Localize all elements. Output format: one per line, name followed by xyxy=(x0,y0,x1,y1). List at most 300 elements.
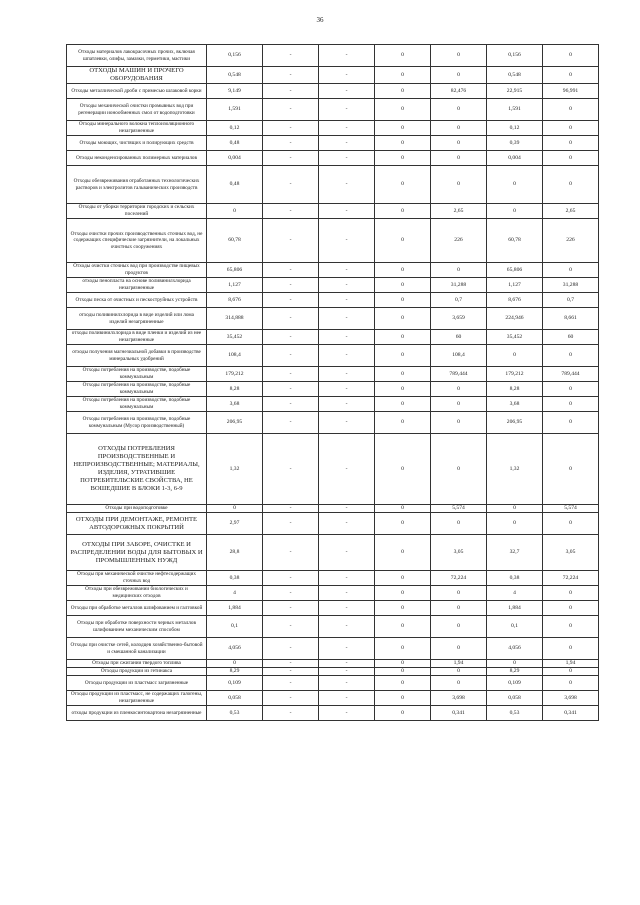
waste-type-cell: Отходы песка от очистных и пескоструйных устройств xyxy=(67,293,207,308)
value-cell: 1,127 xyxy=(207,278,263,293)
value-cell: - xyxy=(263,263,319,278)
value-cell: 0 xyxy=(543,676,599,691)
value-cell: 0 xyxy=(375,535,431,571)
value-cell: 0 xyxy=(375,616,431,638)
value-cell: 9,149 xyxy=(207,84,263,99)
value-cell: 3,05 xyxy=(543,535,599,571)
value-cell: 0 xyxy=(375,505,431,513)
value-cell: - xyxy=(319,293,375,308)
waste-type-cell: Отходы продукции из гетинакса xyxy=(67,668,207,676)
value-cell: 0,548 xyxy=(487,67,543,84)
table-row xyxy=(67,505,599,513)
value-cell: 60 xyxy=(431,330,487,345)
value-cell: 0 xyxy=(431,45,487,67)
value-cell: 1,94 xyxy=(543,660,599,668)
table-row xyxy=(67,513,599,535)
value-cell: 226 xyxy=(543,219,599,263)
value-cell: 0 xyxy=(375,638,431,660)
value-cell: 0 xyxy=(375,121,431,136)
value-cell: - xyxy=(319,638,375,660)
value-cell: - xyxy=(319,278,375,293)
value-cell: 0 xyxy=(375,397,431,412)
value-cell: 0,48 xyxy=(207,166,263,204)
value-cell: - xyxy=(319,84,375,99)
value-cell: 0,38 xyxy=(487,571,543,586)
value-cell: 82,476 xyxy=(431,84,487,99)
value-cell: - xyxy=(319,397,375,412)
value-cell: - xyxy=(319,601,375,616)
table-row xyxy=(67,412,599,434)
value-cell: 0,109 xyxy=(207,676,263,691)
value-cell: - xyxy=(263,412,319,434)
value-cell: 0 xyxy=(375,99,431,121)
value-cell: 0 xyxy=(487,345,543,367)
value-cell: - xyxy=(263,45,319,67)
value-cell: - xyxy=(263,616,319,638)
value-cell: - xyxy=(319,151,375,166)
value-cell: 0 xyxy=(375,45,431,67)
value-cell: 72,224 xyxy=(543,571,599,586)
waste-type-cell: Отходы при водоподготовке xyxy=(67,505,207,513)
value-cell: 8,29 xyxy=(207,668,263,676)
table-row xyxy=(67,434,599,505)
waste-type-cell: Отходы очистки сточных вод при производстве пищевых продуктов xyxy=(67,263,207,278)
value-cell: - xyxy=(263,397,319,412)
value-cell: 2,97 xyxy=(207,513,263,535)
value-cell: 0 xyxy=(543,412,599,434)
value-cell: 2,65 xyxy=(543,204,599,219)
value-cell: - xyxy=(263,601,319,616)
value-cell: - xyxy=(263,99,319,121)
value-cell: - xyxy=(319,691,375,706)
value-cell: 0 xyxy=(431,99,487,121)
value-cell: 226 xyxy=(431,219,487,263)
value-cell: 0,004 xyxy=(207,151,263,166)
table-row xyxy=(67,601,599,616)
table-row xyxy=(67,691,599,706)
value-cell: - xyxy=(319,330,375,345)
value-cell: 0 xyxy=(431,638,487,660)
value-cell: 0 xyxy=(375,412,431,434)
value-cell: 0 xyxy=(431,263,487,278)
waste-type-cell: ОТХОДЫ ПОТРЕБЛЕНИЯ ПРОИЗВОДСТВЕННЫЕ И НЕПРОИЗВОДСТВЕННЫЕ; МАТЕРИАЛЫ, ИЗДЕЛИЯ, УТРАТИВШИЕ ПОТРЕБИТЕЛЬСКИЕ СВОЙСТВА, НЕ ВОШЕДШИЕ В БЛОКИ 1-3, 6-9 xyxy=(67,434,207,505)
value-cell: - xyxy=(263,691,319,706)
value-cell: 8,676 xyxy=(207,293,263,308)
value-cell: 0 xyxy=(375,166,431,204)
waste-table xyxy=(66,44,599,721)
value-cell: - xyxy=(319,676,375,691)
table-row xyxy=(67,263,599,278)
value-cell: 0 xyxy=(431,397,487,412)
table-row xyxy=(67,345,599,367)
value-cell: 0,058 xyxy=(487,691,543,706)
value-cell: 0 xyxy=(375,204,431,219)
table-row xyxy=(67,397,599,412)
value-cell: - xyxy=(263,513,319,535)
waste-type-cell: Отходы очистки прочих производственных сточных вод, не содержащих специфические загрязнители, на локальных очистных сооружениях xyxy=(67,219,207,263)
value-cell: 4 xyxy=(207,586,263,601)
waste-type-cell: отходы поливинилхлорида в виде изделий или лома изделий незагрязненные xyxy=(67,308,207,330)
page-number: 36 xyxy=(316,16,324,24)
value-cell: 0 xyxy=(543,99,599,121)
value-cell: 60 xyxy=(543,330,599,345)
value-cell: 0 xyxy=(375,136,431,151)
value-cell: 8,28 xyxy=(487,382,543,397)
value-cell: - xyxy=(319,706,375,721)
value-cell: 224,946 xyxy=(487,308,543,330)
value-cell: 0 xyxy=(487,660,543,668)
value-cell: 0 xyxy=(375,219,431,263)
waste-type-cell: Отходы при механической очистке нефтесодержащих сточных вод xyxy=(67,571,207,586)
value-cell: 2,65 xyxy=(431,204,487,219)
value-cell: - xyxy=(263,219,319,263)
value-cell: - xyxy=(263,121,319,136)
value-cell: 0 xyxy=(375,345,431,367)
value-cell: 0 xyxy=(431,151,487,166)
waste-type-cell: Отходы при обработке металлов шлифованием и галтовкой xyxy=(67,601,207,616)
value-cell: 1,32 xyxy=(207,434,263,505)
table-row xyxy=(67,676,599,691)
value-cell: - xyxy=(263,204,319,219)
table-row xyxy=(67,151,599,166)
value-cell: 0 xyxy=(543,513,599,535)
waste-type-cell: Отходы материалов лакокрасочных прочих, включая шпатлевки, олифы, замазки, герметики, мастики xyxy=(67,45,207,67)
value-cell: 3,68 xyxy=(487,397,543,412)
waste-type-cell: Отходы потребления на производстве, подобные коммунальным xyxy=(67,397,207,412)
value-cell: - xyxy=(319,513,375,535)
table-row xyxy=(67,586,599,601)
value-cell: 0 xyxy=(543,45,599,67)
table-row xyxy=(67,45,599,67)
table-row xyxy=(67,668,599,676)
value-cell: 108,4 xyxy=(431,345,487,367)
value-cell: 65,806 xyxy=(207,263,263,278)
value-cell: 0 xyxy=(543,382,599,397)
value-cell: 0 xyxy=(375,278,431,293)
value-cell: 0,004 xyxy=(487,151,543,166)
value-cell: - xyxy=(263,293,319,308)
value-cell: 35,452 xyxy=(487,330,543,345)
value-cell: 4,056 xyxy=(207,638,263,660)
table-row xyxy=(67,278,599,293)
waste-type-cell: Отходы металлической дроби с примесью шлаковой корки xyxy=(67,84,207,99)
table-row xyxy=(67,67,599,84)
waste-type-cell: ОТХОДЫ МАШИН И ПРОЧЕГО ОБОРУДОВАНИЯ xyxy=(67,67,207,84)
value-cell: 0 xyxy=(543,151,599,166)
value-cell: 314,888 xyxy=(207,308,263,330)
value-cell: 0 xyxy=(375,513,431,535)
value-cell: 1,884 xyxy=(487,601,543,616)
value-cell: - xyxy=(319,571,375,586)
value-cell: 1,591 xyxy=(487,99,543,121)
value-cell: - xyxy=(263,136,319,151)
value-cell: 3,698 xyxy=(431,691,487,706)
value-cell: 0,53 xyxy=(207,706,263,721)
value-cell: - xyxy=(263,571,319,586)
table-row xyxy=(67,571,599,586)
waste-type-cell: Отходы при обработке поверхности черных металлов шлифованием механическим способом xyxy=(67,616,207,638)
table-row xyxy=(67,84,599,99)
value-cell: 1,94 xyxy=(431,660,487,668)
value-cell: - xyxy=(263,151,319,166)
value-cell: 0 xyxy=(543,121,599,136)
value-cell: 0 xyxy=(431,676,487,691)
value-cell: 0 xyxy=(487,166,543,204)
value-cell: 0 xyxy=(375,67,431,84)
value-cell: - xyxy=(263,166,319,204)
waste-type-cell: отходы продукции из пленкосинтокартона незагрязненные xyxy=(67,706,207,721)
waste-type-cell: ОТХОДЫ ПРИ ДЕМОНТАЖЕ, РЕМОНТЕ АВТОДОРОЖНЫХ ПОКРЫТИЙ xyxy=(67,513,207,535)
value-cell: - xyxy=(319,412,375,434)
value-cell: 0,109 xyxy=(487,676,543,691)
table-row xyxy=(67,136,599,151)
table-row xyxy=(67,293,599,308)
value-cell: 1,591 xyxy=(207,99,263,121)
value-cell: 72,224 xyxy=(431,571,487,586)
value-cell: - xyxy=(319,367,375,382)
value-cell: 31,288 xyxy=(543,278,599,293)
value-cell: 0 xyxy=(207,204,263,219)
value-cell: 22,915 xyxy=(487,84,543,99)
value-cell: 0,12 xyxy=(487,121,543,136)
table-row xyxy=(67,367,599,382)
value-cell: 0 xyxy=(431,513,487,535)
value-cell: - xyxy=(319,121,375,136)
value-cell: 3,05 xyxy=(431,535,487,571)
value-cell: - xyxy=(263,586,319,601)
waste-type-cell: Отходы продукции из пластмасс, не содержащих галогены, незагрязненные xyxy=(67,691,207,706)
value-cell: 0,7 xyxy=(543,293,599,308)
value-cell: 8,28 xyxy=(207,382,263,397)
value-cell: - xyxy=(263,505,319,513)
value-cell: - xyxy=(263,434,319,505)
value-cell: 179,212 xyxy=(207,367,263,382)
value-cell: - xyxy=(319,136,375,151)
value-cell: 0 xyxy=(543,434,599,505)
value-cell: 0 xyxy=(375,263,431,278)
value-cell: 0 xyxy=(431,586,487,601)
value-cell: 32,7 xyxy=(487,535,543,571)
waste-type-cell: Отходы неконденсированных полимерных материалов xyxy=(67,151,207,166)
value-cell: 0 xyxy=(543,166,599,204)
waste-type-cell: Отходы механической очистки промывных вод при регенерации ионообменных смол от водоподготовки xyxy=(67,99,207,121)
value-cell: 0 xyxy=(543,638,599,660)
value-cell: 60,78 xyxy=(487,219,543,263)
value-cell: 65,806 xyxy=(487,263,543,278)
value-cell: 5,574 xyxy=(431,505,487,513)
value-cell: 0 xyxy=(375,434,431,505)
value-cell: 0 xyxy=(375,706,431,721)
value-cell: 789,444 xyxy=(431,367,487,382)
value-cell: 0,1 xyxy=(487,616,543,638)
value-cell: - xyxy=(319,535,375,571)
table-row xyxy=(67,616,599,638)
value-cell: 0 xyxy=(431,616,487,638)
value-cell: 789,444 xyxy=(543,367,599,382)
waste-type-cell: Отходы при очистке сетей, колодцев хозяйственно-бытовой и смешанной канализации xyxy=(67,638,207,660)
waste-type-cell: Отходы продукции из пластмасс загрязненные xyxy=(67,676,207,691)
value-cell: - xyxy=(263,67,319,84)
value-cell: - xyxy=(319,45,375,67)
value-cell: 0 xyxy=(543,263,599,278)
value-cell: 0 xyxy=(431,412,487,434)
value-cell: - xyxy=(263,278,319,293)
value-cell: 3,68 xyxy=(207,397,263,412)
value-cell: 0 xyxy=(487,505,543,513)
value-cell: 0 xyxy=(431,668,487,676)
value-cell: 0,38 xyxy=(207,571,263,586)
table-row xyxy=(67,219,599,263)
value-cell: 0 xyxy=(375,151,431,166)
waste-type-cell: отходы получения магнезиальной добавки в производстве минеральных удобрений xyxy=(67,345,207,367)
value-cell: - xyxy=(319,586,375,601)
value-cell: 0 xyxy=(207,660,263,668)
value-cell: 0,7 xyxy=(431,293,487,308)
value-cell: - xyxy=(319,219,375,263)
value-cell: 0 xyxy=(543,67,599,84)
value-cell: 0 xyxy=(375,571,431,586)
value-cell: - xyxy=(263,638,319,660)
value-cell: - xyxy=(263,84,319,99)
value-cell: 3,659 xyxy=(431,308,487,330)
value-cell: 0 xyxy=(375,668,431,676)
value-cell: - xyxy=(263,535,319,571)
value-cell: 0,156 xyxy=(207,45,263,67)
value-cell: 0,548 xyxy=(207,67,263,84)
value-cell: 0,341 xyxy=(431,706,487,721)
waste-type-cell: Отходы обезвреживания отработанных технологических растворов и электролитов гальванических производств xyxy=(67,166,207,204)
value-cell: 0 xyxy=(543,136,599,151)
value-cell: - xyxy=(263,706,319,721)
value-cell: 0,53 xyxy=(487,706,543,721)
table-row xyxy=(67,330,599,345)
value-cell: 0,39 xyxy=(487,136,543,151)
value-cell: 0 xyxy=(543,668,599,676)
value-cell: 8,661 xyxy=(543,308,599,330)
value-cell: 3,698 xyxy=(543,691,599,706)
table-row xyxy=(67,535,599,571)
value-cell: 0 xyxy=(375,308,431,330)
value-cell: 0 xyxy=(375,84,431,99)
value-cell: 0 xyxy=(431,121,487,136)
waste-type-cell: отходы поливинилхлорида в виде пленки и изделий из нее незагрязненные xyxy=(67,330,207,345)
table-row xyxy=(67,638,599,660)
value-cell: 108,4 xyxy=(207,345,263,367)
value-cell: 0,156 xyxy=(487,45,543,67)
value-cell: 31,288 xyxy=(431,278,487,293)
value-cell: 0,1 xyxy=(207,616,263,638)
value-cell: 0 xyxy=(487,513,543,535)
value-cell: 206,95 xyxy=(207,412,263,434)
value-cell: - xyxy=(263,308,319,330)
value-cell: 0 xyxy=(375,586,431,601)
value-cell: 0 xyxy=(431,434,487,505)
value-cell: - xyxy=(263,330,319,345)
value-cell: 96,991 xyxy=(543,84,599,99)
value-cell: - xyxy=(319,434,375,505)
value-cell: 0 xyxy=(431,601,487,616)
waste-type-cell: отходы пенопласта на основе поливинилхлорида незагрязненные xyxy=(67,278,207,293)
waste-type-cell: Отходы от уборки территории городских и сельских поселений xyxy=(67,204,207,219)
value-cell: - xyxy=(319,204,375,219)
value-cell: 0 xyxy=(375,293,431,308)
value-cell: 0 xyxy=(207,505,263,513)
value-cell: - xyxy=(319,505,375,513)
value-cell: - xyxy=(263,660,319,668)
value-cell: - xyxy=(319,67,375,84)
value-cell: 0 xyxy=(375,660,431,668)
value-cell: - xyxy=(263,668,319,676)
table-row xyxy=(67,660,599,668)
value-cell: 0,48 xyxy=(207,136,263,151)
value-cell: - xyxy=(263,345,319,367)
value-cell: 35,452 xyxy=(207,330,263,345)
value-cell: 0 xyxy=(375,382,431,397)
table-row xyxy=(67,204,599,219)
value-cell: 0 xyxy=(543,601,599,616)
value-cell: 8,29 xyxy=(487,668,543,676)
value-cell: 0 xyxy=(431,136,487,151)
value-cell: 0 xyxy=(431,382,487,397)
value-cell: 0 xyxy=(543,397,599,412)
value-cell: 0,341 xyxy=(543,706,599,721)
value-cell: 0 xyxy=(543,616,599,638)
value-cell: 0 xyxy=(431,166,487,204)
value-cell: - xyxy=(319,345,375,367)
waste-type-cell: Отходы потребления на производстве, подобные коммунальным xyxy=(67,367,207,382)
waste-type-cell: ОТХОДЫ ПРИ ЗАБОРЕ, ОЧИСТКЕ И РАСПРЕДЕЛЕНИИ ВОДЫ ДЛЯ БЫТОВЫХ И ПРОМЫШЛЕННЫХ НУЖД xyxy=(67,535,207,571)
value-cell: - xyxy=(319,263,375,278)
value-cell: 0 xyxy=(375,330,431,345)
value-cell: 179,212 xyxy=(487,367,543,382)
value-cell: - xyxy=(319,616,375,638)
value-cell: - xyxy=(319,668,375,676)
value-cell: 5,574 xyxy=(543,505,599,513)
value-cell: 0 xyxy=(431,67,487,84)
value-cell: 0 xyxy=(543,345,599,367)
value-cell: - xyxy=(319,382,375,397)
value-cell: 28,8 xyxy=(207,535,263,571)
value-cell: - xyxy=(319,660,375,668)
value-cell: - xyxy=(263,382,319,397)
table-row xyxy=(67,308,599,330)
value-cell: 0,058 xyxy=(207,691,263,706)
value-cell: 0 xyxy=(375,676,431,691)
table-row xyxy=(67,121,599,136)
value-cell: - xyxy=(319,308,375,330)
waste-type-cell: Отходы моющих, чистящих и полирующих средств xyxy=(67,136,207,151)
value-cell: 0 xyxy=(375,367,431,382)
value-cell: - xyxy=(319,166,375,204)
waste-type-cell: Отходы при сжигании твердого топлива xyxy=(67,660,207,668)
waste-type-cell: Отходы потребления на производстве, подобные коммунальным xyxy=(67,382,207,397)
value-cell: 0 xyxy=(487,204,543,219)
value-cell: 8,676 xyxy=(487,293,543,308)
value-cell: 0 xyxy=(375,601,431,616)
value-cell: 1,32 xyxy=(487,434,543,505)
table-row xyxy=(67,382,599,397)
value-cell: 1,884 xyxy=(207,601,263,616)
table-row xyxy=(67,706,599,721)
value-cell: 4,056 xyxy=(487,638,543,660)
value-cell: - xyxy=(263,367,319,382)
value-cell: 4 xyxy=(487,586,543,601)
value-cell: 60,78 xyxy=(207,219,263,263)
value-cell: 1,127 xyxy=(487,278,543,293)
table-row xyxy=(67,99,599,121)
waste-type-cell: Отходы при обезвреживании биологических и медицинских отходов xyxy=(67,586,207,601)
value-cell: - xyxy=(319,99,375,121)
